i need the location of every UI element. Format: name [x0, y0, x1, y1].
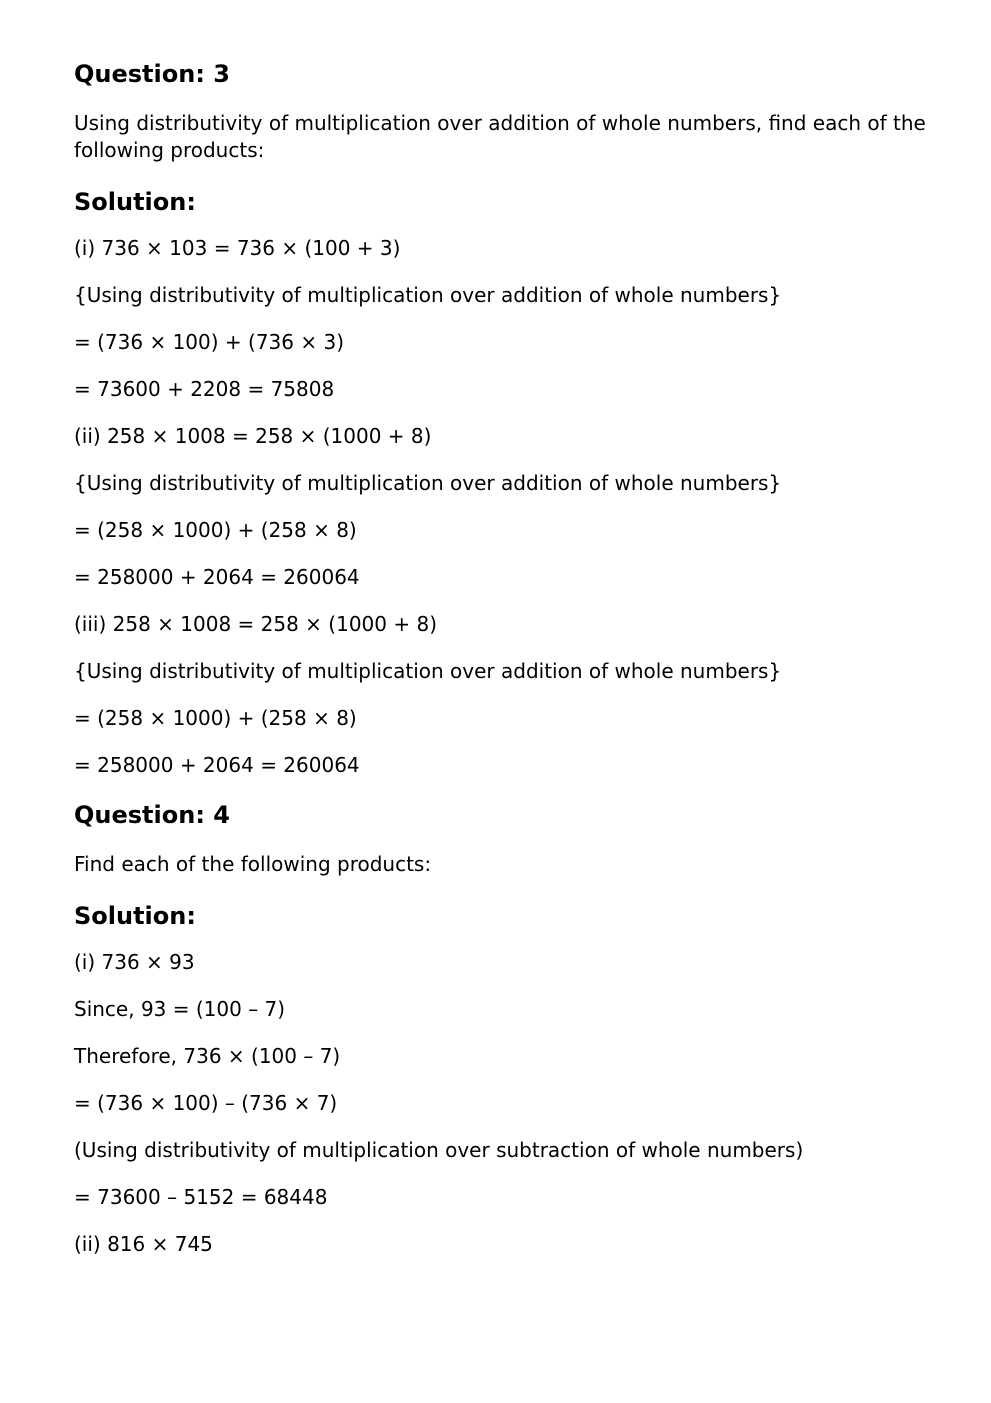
solution-line: = (736 × 100) + (736 × 3): [74, 330, 344, 354]
question-4-heading: Question: 4: [74, 801, 230, 829]
document-page: [74, 58, 934, 1278]
solution-line: {Using distributivity of multiplication over addition of whole numbers}: [74, 659, 782, 683]
solution-line: (i) 736 × 93: [74, 950, 195, 974]
solution-line: (ii) 816 × 745: [74, 1232, 213, 1256]
question-3-text: Using distributivity of multiplication over addition of whole numbers, find each of the following products:: [74, 111, 926, 162]
question-3-heading: Question: 3: [74, 60, 230, 88]
solution-line: = (258 × 1000) + (258 × 8): [74, 518, 357, 542]
solution-line: {Using distributivity of multiplication over addition of whole numbers}: [74, 471, 782, 495]
solution-line: Since, 93 = (100 – 7): [74, 997, 286, 1021]
solution-line: = 258000 + 2064 = 260064: [74, 565, 360, 589]
solution-line: (i) 736 × 103 = 736 × (100 + 3): [74, 236, 401, 260]
question-3-solution-heading: Solution:: [74, 188, 196, 216]
solution-line: (Using distributivity of multiplication over subtraction of whole numbers): [74, 1138, 804, 1162]
solution-line: (ii) 258 × 1008 = 258 × (1000 + 8): [74, 424, 432, 448]
solution-line: = 258000 + 2064 = 260064: [74, 753, 360, 777]
solution-line: Therefore, 736 × (100 – 7): [74, 1044, 341, 1068]
solution-line: {Using distributivity of multiplication over addition of whole numbers}: [74, 283, 782, 307]
solution-line: = (736 × 100) – (736 × 7): [74, 1091, 338, 1115]
question-4-solution: [74, 949, 934, 1258]
solution-line: = 73600 + 2208 = 75808: [74, 377, 335, 401]
question-4-solution-heading: Solution:: [74, 902, 196, 930]
solution-line: (iii) 258 × 1008 = 258 × (1000 + 8): [74, 612, 437, 636]
solution-line: = (258 × 1000) + (258 × 8): [74, 706, 357, 730]
question-3-solution: [74, 235, 934, 779]
solution-line: = 73600 – 5152 = 68448: [74, 1185, 328, 1209]
question-3-section: [74, 58, 934, 779]
question-4-section: [74, 799, 934, 1258]
question-4-text: Find each of the following products:: [74, 852, 432, 876]
